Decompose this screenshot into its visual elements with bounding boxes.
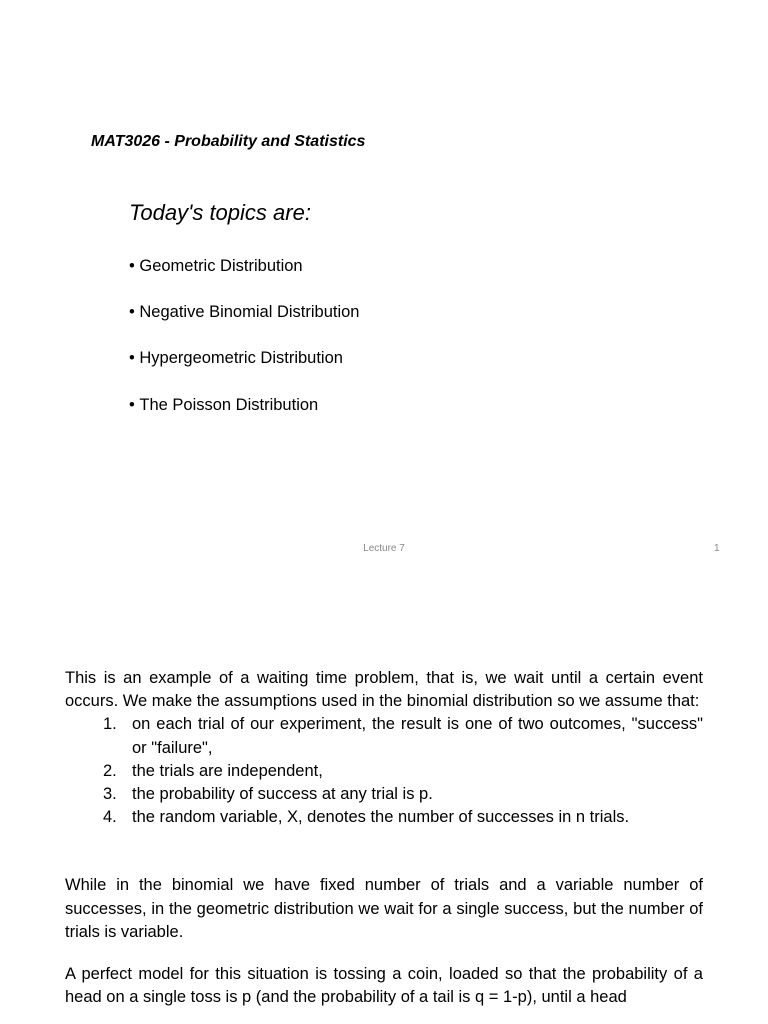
assumption-text: the probability of success at any trial is p. — [132, 785, 433, 804]
model-paragraph: A perfect model for this situation is tossing a coin, loaded so that the probability of a head on a single toss is p (and the probability of a tail is q = 1-p), until a head — [65, 965, 703, 1007]
course-title: MAT3026 - Probability and Statistics — [91, 133, 366, 150]
slide-page-number: 1 — [714, 543, 720, 554]
topic-list — [129, 256, 359, 441]
assumption-number: 3. — [103, 785, 117, 804]
comparison-paragraph: While in the binomial we have fixed number of trials and a variable number of successes, in the geometric distribution we wait for a single success, but the number of trials is variable. — [65, 876, 703, 941]
topic-item: • Hypergeometric Distribution — [129, 348, 359, 394]
topic-item: • Negative Binomial Distribution — [129, 302, 359, 348]
slide-footer-label: Lecture 7 — [363, 543, 405, 554]
intro-paragraph: This is an example of a waiting time problem, that is, we wait until a certain event occurs. We make the assumptions used in the binomial distribution so we assume that: — [65, 669, 703, 711]
topic-item: • Geometric Distribution — [129, 256, 359, 302]
assumption-item — [65, 760, 703, 783]
assumption-number: 1. — [103, 715, 117, 734]
spacer — [65, 944, 703, 963]
assumption-item — [65, 783, 703, 806]
spacer — [65, 829, 703, 874]
assumption-item — [65, 713, 703, 759]
notes-page — [65, 667, 703, 1009]
topic-item: • The Poisson Distribution — [129, 395, 359, 441]
assumption-number: 2. — [103, 761, 117, 780]
assumption-text: the trials are independent, — [132, 761, 323, 780]
assumption-list — [65, 713, 703, 829]
topics-heading: Today's topics are: — [129, 200, 311, 225]
assumption-item — [65, 806, 703, 829]
assumption-text: the random variable, X, denotes the number of successes in n trials. — [132, 808, 630, 827]
assumption-text: on each trial of our experiment, the result is one of two outcomes, "success" or "failure", — [132, 715, 703, 757]
assumption-number: 4. — [103, 808, 117, 827]
